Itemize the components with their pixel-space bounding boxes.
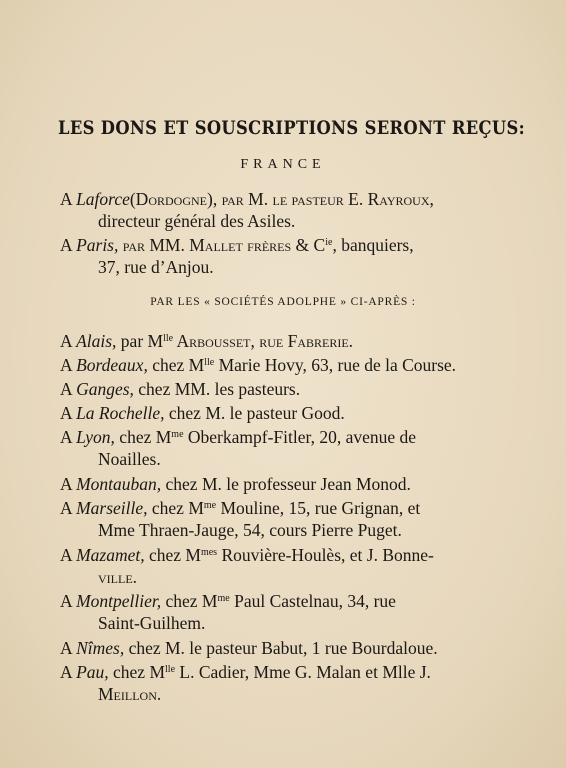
page-heading: LES DONS ET SOUSCRIPTIONS SERONT REÇUS:	[58, 117, 526, 139]
entry-montpellier: A Montpellier, chez $M^{me}$ Paul Castelnau, 34, rue Saint-Guilhem.	[60, 591, 396, 633]
entry-ganges: A Ganges, chez MM. les pasteurs.	[60, 379, 301, 399]
entry-nimes: A Nîmes, chez M. le pasteur Babut, 1 rue Bourdaloue.	[60, 638, 438, 658]
entry-marseille: A Marseille, chez $M^{me}$ Mouline, 15, rue Grignan, et Mme Thraen-Jauge, 54, cours Pierre Puget.	[60, 498, 421, 540]
entry-lyon: A Lyon, chez $M^{me}$ Oberkampf-Fitler, 20, avenue de Noailles.	[60, 427, 417, 469]
entry-la-rochelle: A La Rochelle, chez M. le pasteur Good.	[60, 403, 345, 423]
entry-pau: A Pau, chez $M^{lle}$ L. Cadier, Mme G. Malan et Mlle J. Meillon.	[60, 662, 431, 704]
entry-bordeaux: A Bordeaux, chez $M^{lle}$ Marie Hovy, 63, rue de la Course.	[60, 355, 457, 375]
section-title-france: FRANCE	[240, 157, 326, 172]
entry-laforce: A Laforce(Dordogne), par M. le pasteur E. Rayroux, directeur général des Asiles.	[60, 189, 434, 231]
entry-montauban: A Montauban, chez M. le professeur Jean Monod.	[60, 474, 411, 494]
entry-mazamet: A Mazamet, chez $M^{mes}$ Rouvière-Houlès, et J. Bonne- ville.	[60, 545, 434, 587]
section-title-societes: PAR LES « SOCIÉTÉS ADOLPHE » CI-APRÈS :	[150, 296, 416, 308]
entry-paris: A Paris, par MM. Mallet frères & $C^{ie}$, banquiers, 37, rue d’Anjou.	[60, 235, 414, 277]
entry-alais: A Alais, par $M^{lle}$ Arbousset, rue Fabrerie.	[60, 331, 354, 351]
